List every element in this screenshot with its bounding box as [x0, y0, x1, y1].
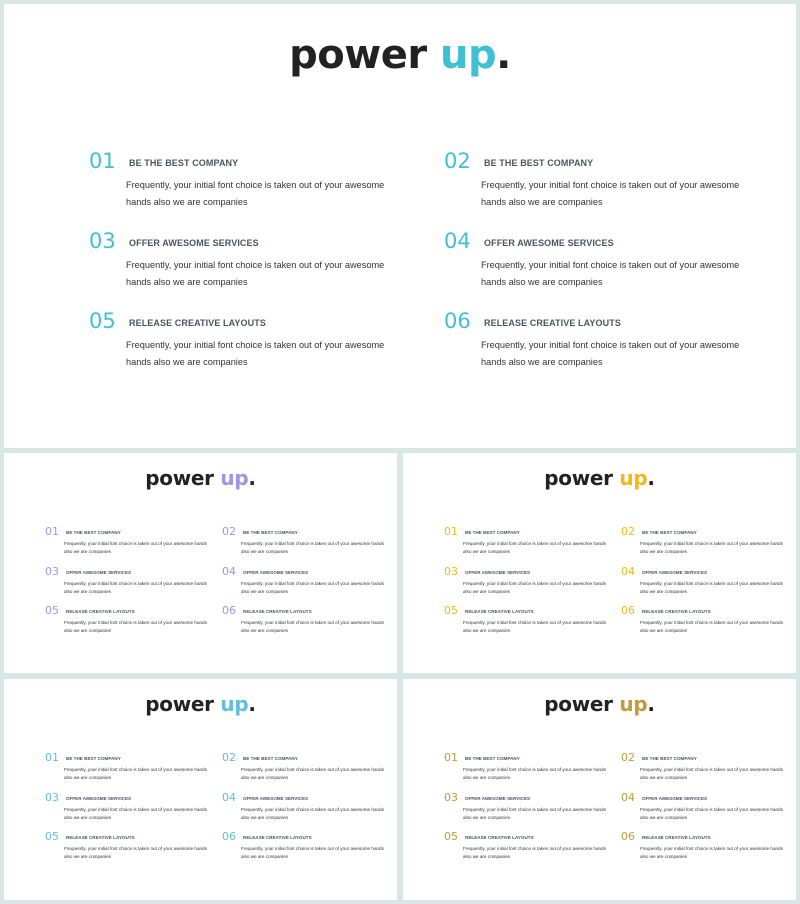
- title-dot: .: [496, 32, 511, 78]
- item-description: Frequently, your initial font choice is taken out of your awesome hands also we are companies: [463, 581, 606, 595]
- item-description: Frequently, your initial font choice is taken out of your awesome hands also we are companies: [241, 846, 384, 860]
- item-heading: OFFER AWESOME SERVICES: [129, 238, 259, 248]
- item-heading: OFFER AWESOME SERVICES: [484, 238, 614, 248]
- item-number: 03: [89, 229, 116, 253]
- item-description: Frequently, your initial font choice is taken out of your awesome hands also we are companies: [126, 180, 385, 207]
- item-description: Frequently, your initial font choice is taken out of your awesome hands also we are companies: [463, 846, 606, 860]
- item-heading: OFFER AWESOME SERVICES: [642, 796, 708, 801]
- item-heading: OFFER AWESOME SERVICES: [642, 570, 708, 575]
- item-number: 06: [621, 604, 635, 617]
- item-description: Frequently, your initial font choice is taken out of your awesome hands also we are companies: [640, 807, 783, 821]
- item-heading: OFFER AWESOME SERVICES: [66, 796, 132, 801]
- item-number: 02: [621, 751, 635, 764]
- item-heading: OFFER AWESOME SERVICES: [243, 570, 309, 575]
- item-heading: BE THE BEST COMPANY: [243, 756, 298, 761]
- item-description: Frequently, your initial font choice is taken out of your awesome hands also we are companies: [241, 807, 384, 821]
- item-description: Frequently, your initial font choice is taken out of your awesome hands also we are companies: [64, 767, 207, 781]
- item-number: 02: [222, 751, 236, 764]
- title-dot: .: [647, 466, 655, 490]
- title-accent-word: up: [220, 692, 249, 716]
- item-heading: BE THE BEST COMPANY: [484, 158, 594, 168]
- item-number: 02: [444, 149, 471, 173]
- item-number: 03: [444, 791, 458, 804]
- item-description: Frequently, your initial font choice is taken out of your awesome hands also we are companies: [481, 340, 740, 367]
- item-number: 01: [444, 751, 458, 764]
- item-description: Frequently, your initial font choice is taken out of your awesome hands also we are companies: [463, 620, 606, 634]
- title-word: power: [544, 466, 613, 490]
- item-description: Frequently, your initial font choice is taken out of your awesome hands also we are companies: [241, 581, 384, 595]
- item-heading: RELEASE CREATIVE LAYOUTS: [66, 835, 135, 840]
- title-accent-word: up: [619, 692, 648, 716]
- slide-main: [4, 4, 796, 448]
- item-heading: BE THE BEST COMPANY: [243, 530, 298, 535]
- item-number: 02: [621, 525, 635, 538]
- item-heading: OFFER AWESOME SERVICES: [465, 796, 531, 801]
- title-accent-word: up: [220, 466, 249, 490]
- item-number: 03: [45, 565, 59, 578]
- item-number: 03: [45, 791, 59, 804]
- item-description: Frequently, your initial font choice is taken out of your awesome hands also we are companies: [64, 541, 207, 555]
- item-heading: RELEASE CREATIVE LAYOUTS: [642, 835, 711, 840]
- item-heading: OFFER AWESOME SERVICES: [66, 570, 132, 575]
- item-heading: RELEASE CREATIVE LAYOUTS: [243, 835, 312, 840]
- item-heading: RELEASE CREATIVE LAYOUTS: [484, 318, 621, 328]
- item-number: 03: [444, 565, 458, 578]
- item-description: Frequently, your initial font choice is taken out of your awesome hands also we are companies: [463, 541, 606, 555]
- item-description: Frequently, your initial font choice is taken out of your awesome hands also we are companies: [64, 620, 207, 634]
- item-heading: BE THE BEST COMPANY: [129, 158, 239, 168]
- item-number: 05: [89, 309, 116, 333]
- item-number: 04: [621, 791, 635, 804]
- slide-variant-yellow: [403, 453, 796, 673]
- item-heading: RELEASE CREATIVE LAYOUTS: [465, 835, 534, 840]
- item-number: 01: [89, 149, 116, 173]
- item-number: 06: [222, 830, 236, 843]
- item-description: Frequently, your initial font choice is taken out of your awesome hands also we are companies: [241, 541, 384, 555]
- item-description: Frequently, your initial font choice is taken out of your awesome hands also we are companies: [640, 767, 783, 781]
- item-heading: OFFER AWESOME SERVICES: [465, 570, 531, 575]
- item-number: 01: [45, 751, 59, 764]
- item-number: 06: [444, 309, 471, 333]
- item-number: 01: [444, 525, 458, 538]
- item-number: 05: [45, 830, 59, 843]
- item-heading: BE THE BEST COMPANY: [66, 756, 121, 761]
- item-number: 02: [222, 525, 236, 538]
- item-description: Frequently, your initial font choice is taken out of your awesome hands also we are companies: [640, 581, 783, 595]
- item-number: 05: [444, 830, 458, 843]
- title-accent-word: up: [440, 32, 497, 78]
- item-heading: RELEASE CREATIVE LAYOUTS: [642, 609, 711, 614]
- slide-title: [4, 466, 397, 490]
- slide-variant-gold: [403, 679, 796, 900]
- item-heading: RELEASE CREATIVE LAYOUTS: [243, 609, 312, 614]
- slide-variant-purple: [4, 453, 397, 673]
- item-heading: RELEASE CREATIVE LAYOUTS: [129, 318, 266, 328]
- item-heading: BE THE BEST COMPANY: [642, 756, 697, 761]
- item-number: 04: [621, 565, 635, 578]
- item-description: Frequently, your initial font choice is taken out of your awesome hands also we are companies: [241, 767, 384, 781]
- item-heading: BE THE BEST COMPANY: [465, 530, 520, 535]
- item-number: 06: [621, 830, 635, 843]
- item-description: Frequently, your initial font choice is taken out of your awesome hands also we are companies: [481, 260, 740, 287]
- slide-title: [403, 692, 796, 716]
- item-description: Frequently, your initial font choice is taken out of your awesome hands also we are companies: [64, 581, 207, 595]
- item-heading: RELEASE CREATIVE LAYOUTS: [66, 609, 135, 614]
- item-description: Frequently, your initial font choice is taken out of your awesome hands also we are companies: [463, 767, 606, 781]
- title-dot: .: [248, 466, 256, 490]
- item-description: Frequently, your initial font choice is taken out of your awesome hands also we are companies: [126, 260, 385, 287]
- item-number: 04: [444, 229, 471, 253]
- slide-variant-blue: [4, 679, 397, 900]
- item-heading: BE THE BEST COMPANY: [465, 756, 520, 761]
- item-description: Frequently, your initial font choice is taken out of your awesome hands also we are companies: [640, 620, 783, 634]
- slide-title: [4, 32, 796, 78]
- title-dot: .: [647, 692, 655, 716]
- item-description: Frequently, your initial font choice is taken out of your awesome hands also we are companies: [640, 541, 783, 555]
- item-description: Frequently, your initial font choice is taken out of your awesome hands also we are companies: [126, 340, 385, 367]
- slide-title: [403, 466, 796, 490]
- item-heading: BE THE BEST COMPANY: [642, 530, 697, 535]
- item-description: Frequently, your initial font choice is taken out of your awesome hands also we are companies: [463, 807, 606, 821]
- item-description: Frequently, your initial font choice is taken out of your awesome hands also we are companies: [481, 180, 740, 207]
- item-number: 06: [222, 604, 236, 617]
- title-word: power: [544, 692, 613, 716]
- item-number: 05: [444, 604, 458, 617]
- title-accent-word: up: [619, 466, 648, 490]
- slide-title: [4, 692, 397, 716]
- item-number: 01: [45, 525, 59, 538]
- title-word: power: [145, 466, 214, 490]
- item-number: 04: [222, 565, 236, 578]
- item-heading: BE THE BEST COMPANY: [66, 530, 121, 535]
- title-word: power: [289, 32, 427, 78]
- item-description: Frequently, your initial font choice is taken out of your awesome hands also we are companies: [640, 846, 783, 860]
- item-description: Frequently, your initial font choice is taken out of your awesome hands also we are companies: [64, 807, 207, 821]
- item-number: 05: [45, 604, 59, 617]
- title-word: power: [145, 692, 214, 716]
- item-heading: RELEASE CREATIVE LAYOUTS: [465, 609, 534, 614]
- item-number: 04: [222, 791, 236, 804]
- item-description: Frequently, your initial font choice is taken out of your awesome hands also we are companies: [64, 846, 207, 860]
- item-description: Frequently, your initial font choice is taken out of your awesome hands also we are companies: [241, 620, 384, 634]
- title-dot: .: [248, 692, 256, 716]
- item-heading: OFFER AWESOME SERVICES: [243, 796, 309, 801]
